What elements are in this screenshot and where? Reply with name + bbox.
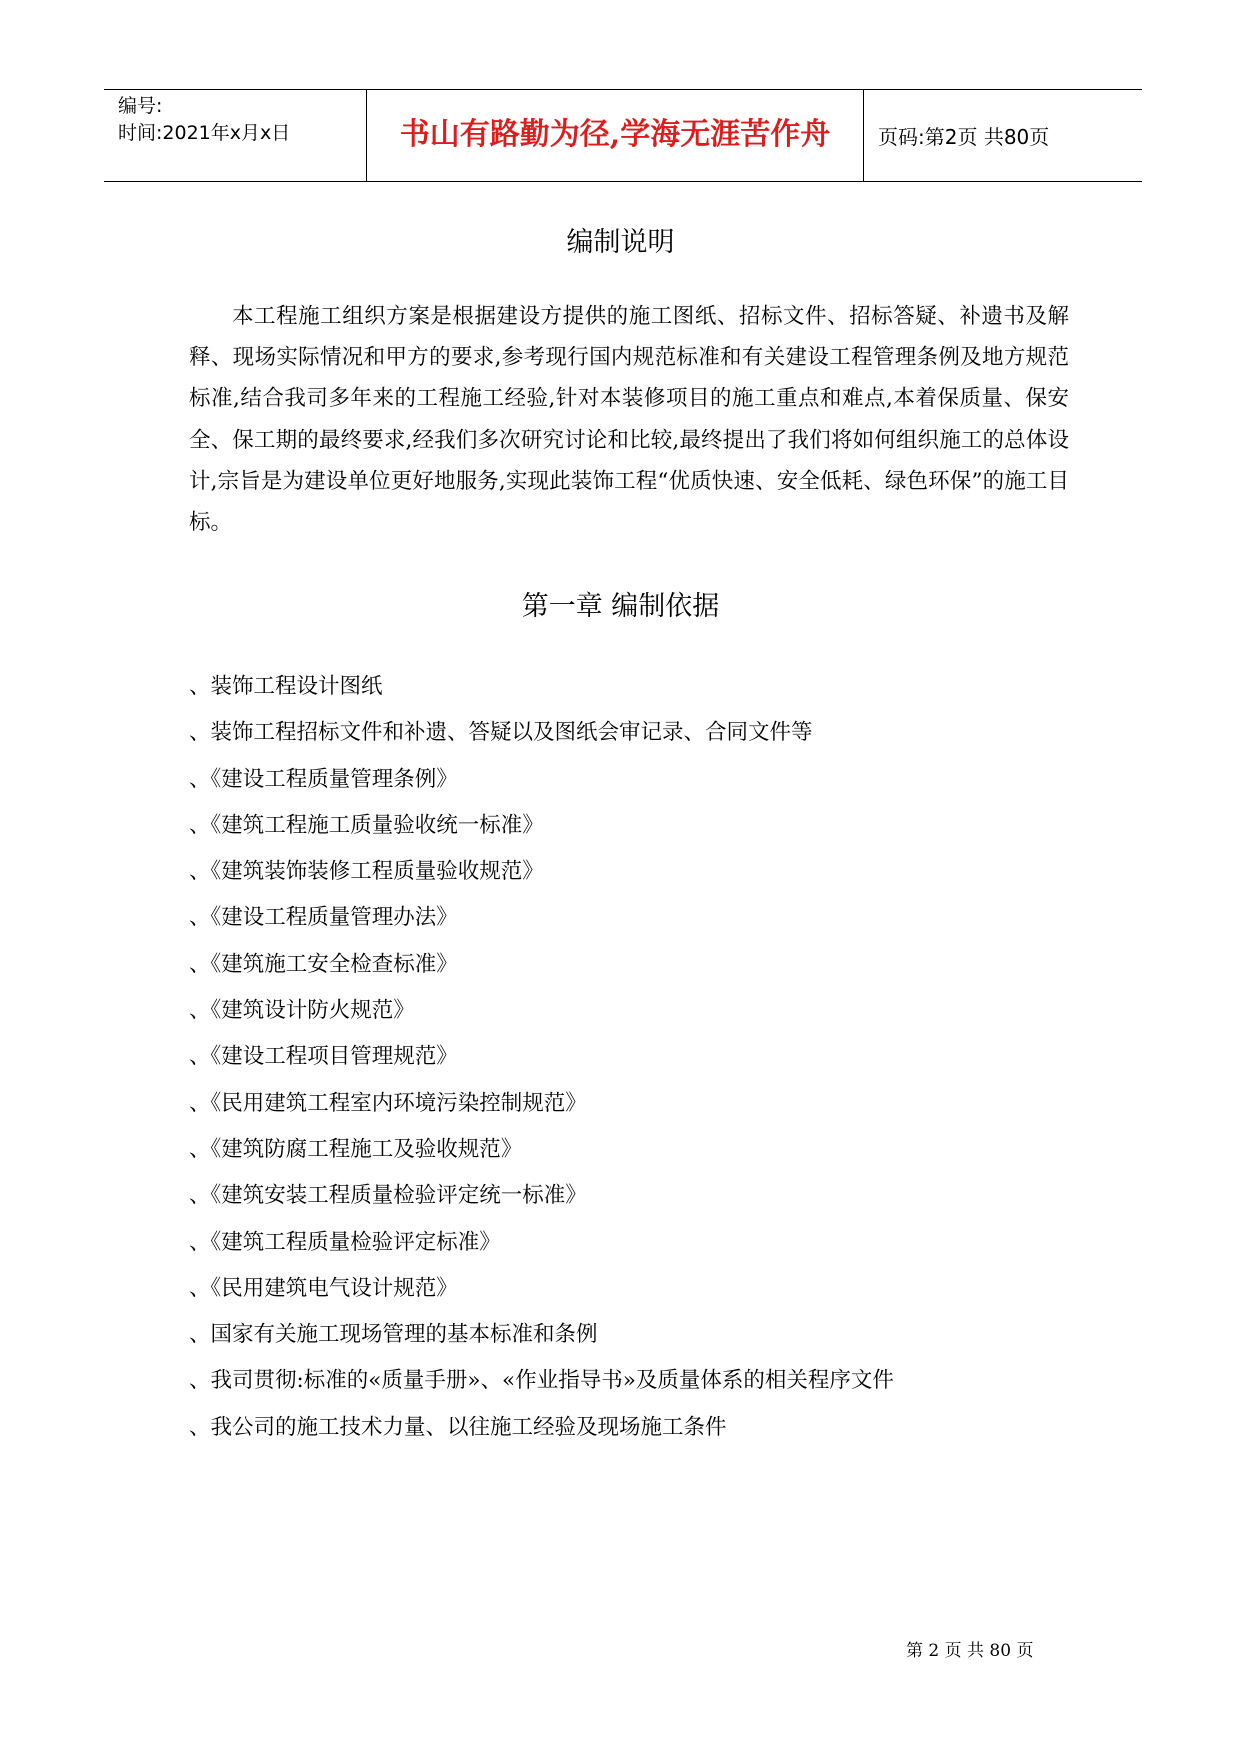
header-page-number: 页码:第2页 共80页 bbox=[878, 125, 1050, 149]
list-item: 、《建筑装饰装修工程质量验收规范》 bbox=[189, 859, 544, 885]
list-item: 、《建筑防腐工程施工及验收规范》 bbox=[189, 1136, 523, 1162]
list-item: 、装饰工程设计图纸 bbox=[189, 674, 383, 699]
list-item: 、《建筑工程质量检验评定标准》 bbox=[189, 1229, 501, 1255]
intro-paragraph: 本工程施工组织方案是根据建设方提供的施工图纸、招标文件、招标答疑、补遗书及解释、现场实际情况和甲方的要求,参考现行国内规范标准和有关建设工程管理条例及地方规范标准,结合我司多年来的工程施工经验,针对本装修项目的施工重点和难点,本着保质量、保安全、保工期的最终要求,经我们多次研究讨论和比较,最终提出了我们将如何组织施工的总体设计,宗旨是为建设单位更好地服务,实现此装饰工程“优质快速、安全低耗、绿色环保”的施工目标。 bbox=[189, 304, 1069, 536]
page-header bbox=[104, 89, 1142, 182]
list-item: 、《建设工程质量管理办法》 bbox=[189, 905, 458, 931]
list-item: 、我公司的施工技术力量、以往施工经验及现场施工条件 bbox=[189, 1414, 727, 1440]
document-time-label: 时间:2021年x月x日 bbox=[118, 122, 291, 144]
header-info-cell bbox=[104, 90, 367, 181]
list-item: 、《建筑安装工程质量检验评定统一标准》 bbox=[189, 1183, 587, 1209]
header-motto-cell bbox=[367, 90, 864, 181]
list-item: 、国家有关施工现场管理的基本标准和条例 bbox=[189, 1322, 598, 1348]
list-item: 、我司贯彻:标准的«质量手册»、«作业指导书»及质量体系的相关程序文件 bbox=[189, 1368, 894, 1394]
list-item: 、《建设工程项目管理规范》 bbox=[189, 1044, 458, 1070]
list-item: 、《建筑施工安全检查标准》 bbox=[189, 951, 458, 977]
list-item: 、《民用建筑电气设计规范》 bbox=[189, 1275, 458, 1301]
list-item: 、《建筑工程施工质量验收统一标准》 bbox=[189, 812, 544, 838]
document-number-label: 编号: bbox=[118, 95, 163, 117]
header-page-cell bbox=[864, 90, 1142, 181]
list-item: 、《建筑设计防火规范》 bbox=[189, 998, 415, 1024]
intro-title: 编制说明 bbox=[566, 227, 675, 258]
page-footer: 第 2 页 共 80 页 bbox=[906, 1641, 1034, 1661]
chapter-title: 第一章 编制依据 bbox=[521, 591, 720, 622]
basis-list bbox=[189, 664, 894, 1451]
header-motto: 书山有路勤为径,学海无涯苦作舟 bbox=[399, 117, 831, 152]
list-item: 、装饰工程招标文件和补遗、答疑以及图纸会审记录、合同文件等 bbox=[189, 720, 813, 746]
list-item: 、《民用建筑工程室内环境污染控制规范》 bbox=[189, 1090, 587, 1116]
list-item: 、《建设工程质量管理条例》 bbox=[189, 766, 458, 792]
